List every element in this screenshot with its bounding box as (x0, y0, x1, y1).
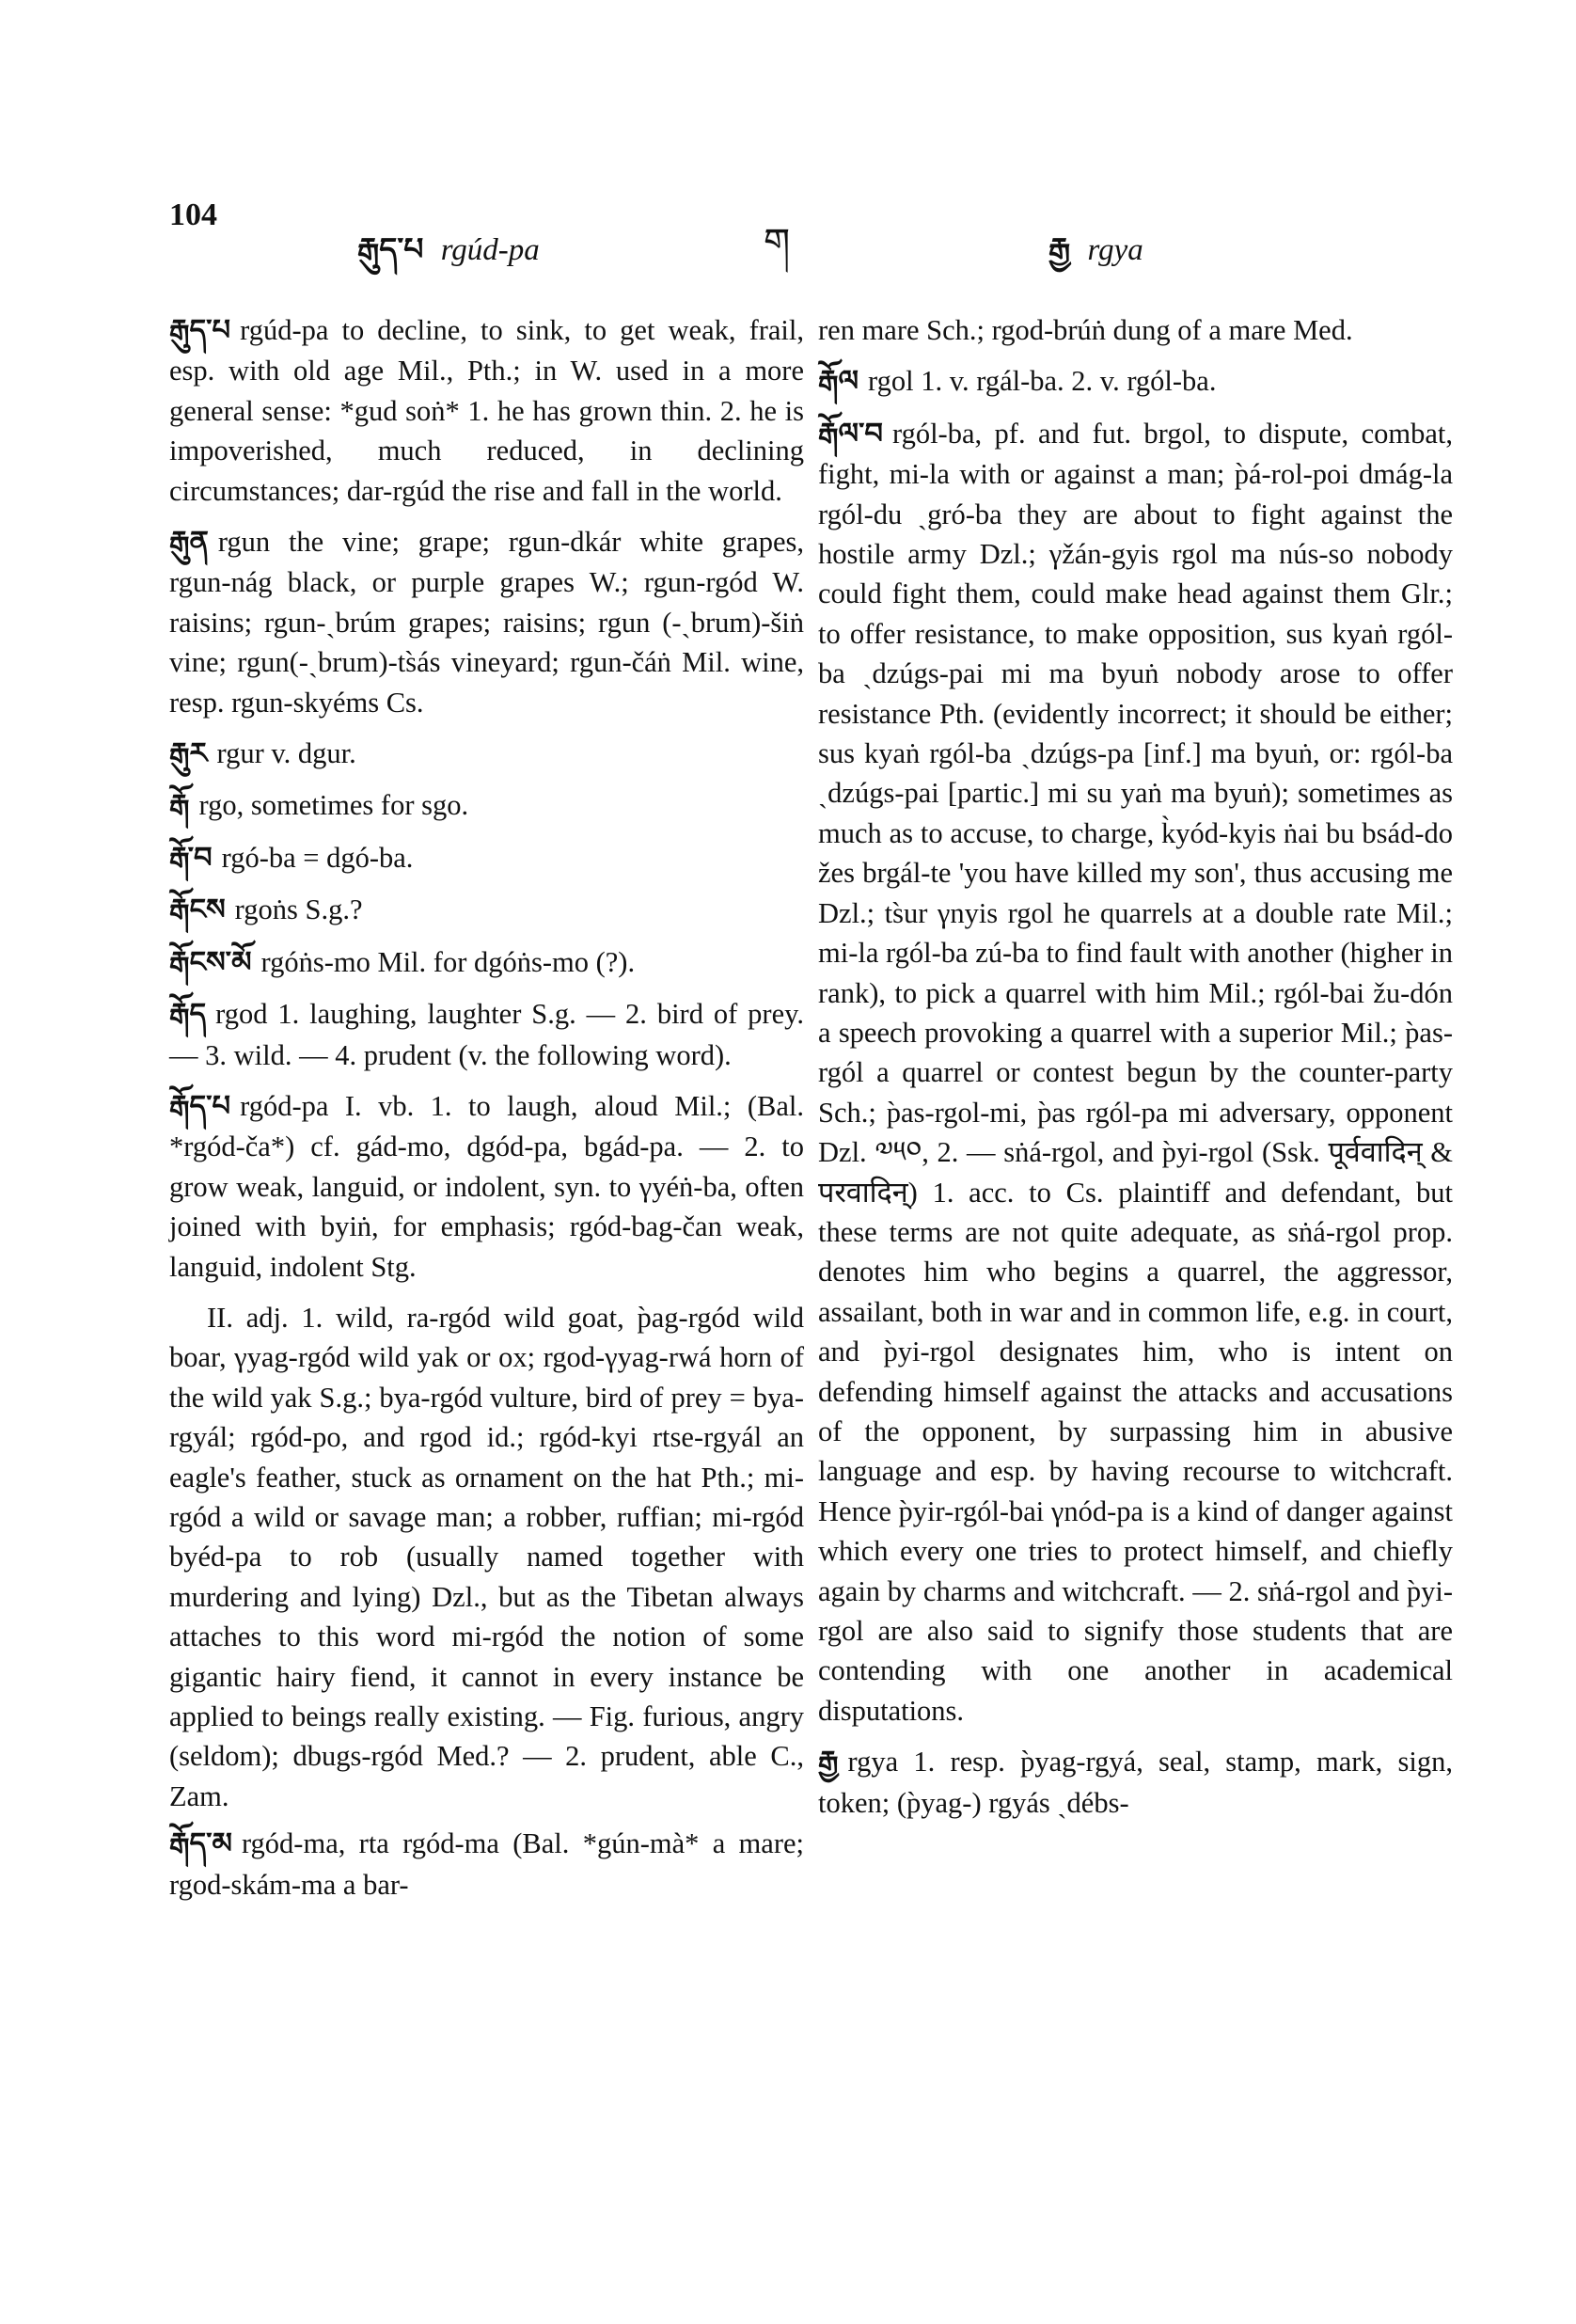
entry-text: rgod 1. laughing, laughter S.g. — 2. bird of prey. — 3. wild. — 4. prudent (v. the following word). (169, 998, 804, 1071)
entry-tibetan: རྒུན (169, 526, 209, 560)
entry-rgud-pa (169, 310, 804, 511)
entry-rgod (169, 994, 804, 1075)
entry-rgun (169, 522, 804, 722)
header-left-translit: rgúd-pa (440, 233, 540, 267)
entry-rgo (169, 785, 804, 826)
header-letter: ག (764, 221, 791, 264)
entry-rgons-mo (169, 942, 804, 983)
entry-text: rgóṅs-mo Mil. for dgóṅs-mo (?). (260, 945, 636, 978)
entry-tibetan: རྒོད་པ (169, 1089, 231, 1123)
entry-text: rgód-pa I. vb. 1. to laugh, aloud Mil.; (Bal. *rgód-ča*) cf. gád-mo, dgód-pa, bgád-pa. — 2. to grow weak, languid, or indolent, syn. to γyéṅ-ba, often joined with byiṅ, for emphasis; rgód-bag-čan weak, languid, indolent Stg. (169, 1089, 804, 1283)
entry-rgol (818, 361, 1453, 402)
entry-text: rgya 1. resp. p̀yag-rgyá, seal, stamp, mark, sign, token; (p̀yag-) rgyás ˏdébs- (818, 1746, 1453, 1819)
entry-text: rgoṅs S.g.? (234, 893, 363, 926)
entry-tibetan: རྒོངས (169, 893, 226, 927)
entry-text: rgol 1. v. rgál-ba. 2. v. rgól-ba. (868, 365, 1217, 398)
entry-tibetan: རྒོལ་བ (818, 417, 883, 451)
entry-text: rgo, sometimes for sgo. (198, 789, 469, 822)
header-right-translit: rgya (1087, 233, 1143, 267)
entry-tibetan: རྒོ་བ (169, 841, 213, 875)
header-left-headword (357, 214, 540, 302)
entry-rgod-pa (169, 1086, 804, 1287)
entry-text: rgód-ma, rta rgód-ma (Bal. *gún-mà* a mare; rgod-skám-ma a bar- (169, 1827, 804, 1901)
entry-tibetan: རྒོལ (818, 365, 859, 399)
entry-text: rgó-ba = dgó-ba. (221, 841, 414, 874)
entry-tibetan: རྒོད་མ (169, 1827, 232, 1861)
entry-rgod-pa-adj (169, 1298, 804, 1816)
header-left-tibetan: རྒུད་པ (357, 230, 424, 267)
entry-rgya (818, 1742, 1453, 1823)
running-header (169, 188, 1429, 267)
header-right-tibetan: རྒྱ (1048, 230, 1071, 267)
entry-text: ren mare Sch.; rgod-brúṅ dung of a mare Med. (818, 314, 1353, 346)
entry-text: rgur v. dgur. (216, 737, 356, 770)
entry-rgo-ba (169, 838, 804, 878)
page-number: 104 (169, 198, 217, 232)
entry-tibetan: རྒོངས་མོ (169, 945, 252, 979)
entry-rgod-ma (169, 1824, 804, 1905)
left-column (169, 310, 804, 1916)
entry-tibetan: རྒུར (169, 737, 208, 771)
entry-rgons (169, 890, 804, 930)
entry-text: rgúd-pa to decline, to sink, to get weak, frail, esp. with old age Mil., Pth.; in W. used in a more general sense: *gud soṅ* 1. he has grown thin. 2. he is impoverished, much reduced, in declining circumstances; dar-rgúd the rise and fall in the world. (169, 314, 804, 507)
entry-continuation (818, 310, 1453, 350)
entry-text: II. adj. 1. wild, ra-rgód wild goat, p̀ag-rgód wild boar, γyag-rgód wild yak or ox; rgod-γyag-rwá horn of the wild yak S.g.; bya-rgód vulture, bird of prey = bya-rgyál; rgód-po, and rgod id.; rgód-kyi rtse-rgyál an eagle's feather, stuck as ornament on the hat Pth.; mi-rgód a wild or savage man; a robber, ruffian; mi-rgód byéd-pa to rob (usually named together with murdering and lying) Dzl., but as the Tibetan always attaches to this word mi-rgód the notion of some gigantic hairy fiend, it cannot in every instance be applied to beings really existing. — Fig. furious, angry (seldom); dbugs-rgód Med.? — 2. prudent, able C., Zam. (169, 1301, 804, 1812)
entry-rgol-ba (818, 414, 1453, 1731)
entry-text: rgun the vine; grape; rgun-dkár white grapes, rgun-nág black, or purple grapes W.; rgun-rgód W. raisins; rgun-ˏbrúm grapes; raisins; rgun (-ˏbrum)-šiṅ vine; rgun(-ˏbrum)-ts̀ás vineyard; rgun-čáṅ Mil. wine, resp. rgun-skyéms Cs. (169, 526, 804, 719)
entry-tibetan: རྒུད་པ (169, 314, 231, 347)
right-column (818, 310, 1453, 1834)
header-right-headword (1048, 214, 1143, 302)
entry-text: rgól-ba, pf. and fut. brgol, to dispute, combat, fight, mi-la with or against a man; p̀á-rol-poi dmág-la rgól-du ˏgró-ba they are about to fight against the hostile army Dzl.; γžán-gyis rgol ma nús-so nobody could fight them, could make head against them Glr.; to offer resistance, to make opposition, sus kyaṅ rgól-ba ˏdzúgs-pai mi ma byuṅ nobody arose to offer resistance Pth. (evidently incorrect; it should be either; sus kyaṅ rgól-ba ˏdzúgs-pa [inf.] ma byuṅ, or: rgól-ba ˏdzúgs-pai [partic.] mi su yaṅ ma byuṅ); sometimes as much as to accuse, to charge, k̀yód-kyis ṅai bu bsád-do žes brgál-te 'you have killed my son', thus accusing me Dzl.; ts̀ur γnyis rgol he quarrels at a double rate Mil.; mi-la rgól-ba zú-ba to find fault with another (higher in rank), to pick a quarrel with him Mil.; rgól-bai žu-dón a speech provoking a quarrel with a superior Mil.; p̀as-rgól a quarrel or contest begun by the counter-party Sch.; p̀as-rgol-mi, p̀as rgól-pa mi adversary, opponent Dzl. ༧༥༠, 2. — sṅá-rgol, and p̀yi-rgol (Ssk. पूर्ववादिन् & परवादिन्) 1. acc. to Cs. plaintiff and defendant, but these terms are not quite adequate, as sṅá-rgol prop. denotes him who begins a quarrel, the aggressor, assailant, both in war and in common life, e.g. in court, and p̀yi-rgol designates him, who is intent on defending himself against the attacks and accusations of the opponent, by surpassing him in abusive language and esp. by having recourse to witchcraft. Hence p̀yir-rgól-bai γnód-pa is a kind of danger against which every one tries to protect himself, and chiefly again by charms and witchcraft. — 2. sṅá-rgol and p̀yi-rgol are also said to signify those students that are contending with one another in academical disputations. (818, 417, 1453, 1727)
entry-rgur (169, 734, 804, 774)
entry-tibetan: རྒོད (169, 998, 207, 1032)
entry-tibetan: རྒྱ (818, 1746, 839, 1779)
entry-tibetan: རྒོ (169, 789, 190, 823)
